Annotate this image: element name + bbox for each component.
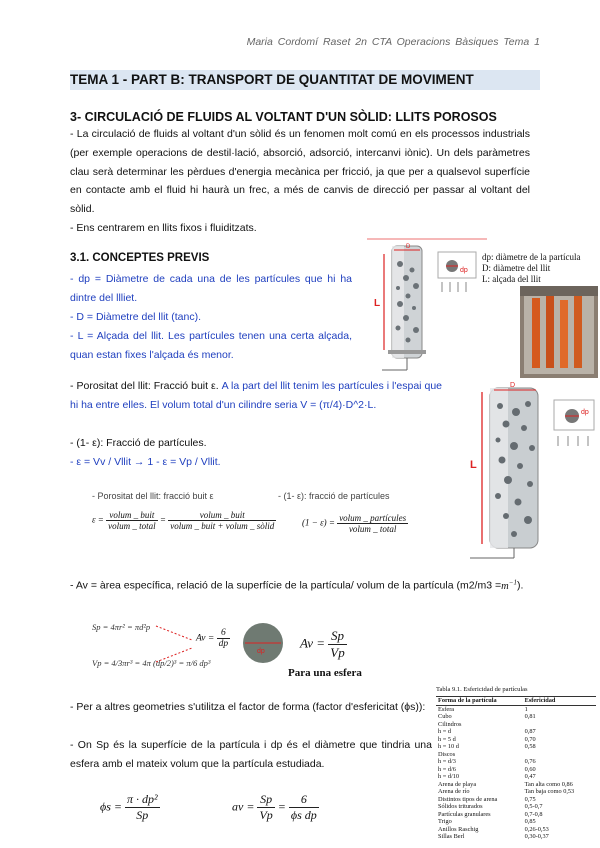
- table-row: [436, 721, 596, 729]
- av-text: - Av = àrea específica, relació de la superfície de la partícula/ volum de la partícula (m2/m3 =: [70, 579, 502, 592]
- av-definition: [70, 573, 532, 596]
- table-cell-value: Tan baja como 0,53: [524, 788, 575, 795]
- table-title: Tabla 9.1. Esfericidad de partículas: [436, 686, 528, 693]
- phi-den: Sp: [136, 808, 149, 822]
- formula-arrows: [152, 622, 196, 668]
- legend-L: L: alçada del llit: [482, 274, 541, 284]
- section-3-intro: - La circulació de fluids al voltant d'un sòlid és un fenomen molt comú en els processos industrials (per exemple operacions de destil·lació, absorció, adsorció, intercanvi iònic). Un dels paràmetres clau serà determinar les pèrdues d'energia mecànica per fricció, ja que per a qualsevol superfície en contacte amb el fluid hi haurà un frec, a més de canvis de direcció per passar al voltant del sòlid.: [70, 128, 530, 216]
- table-cell-shape: h = 5 d: [438, 735, 456, 743]
- table-row: [436, 751, 596, 759]
- one-minus-eps: (1 − ε) =: [302, 517, 335, 528]
- table-cell-shape: Distintos tipos de arena: [438, 795, 498, 803]
- av-num: 6: [217, 628, 231, 639]
- section-3-focus: - Ens centrarem en llits fixos i fluiditzats.: [70, 222, 257, 234]
- section-3-heading: 3- CIRCULACIÓ DE FLUIDS AL VOLTANT D'UN SÒLID: LLITS POROSOS: [70, 110, 497, 124]
- table-cell-shape: Arena de playa: [438, 780, 477, 788]
- table-cell-shape: Discos: [438, 750, 456, 758]
- particle-fraction-def: - (1- ε): Fracció de partícules.: [70, 437, 207, 449]
- av-unit: $m^{-1}$: [501, 578, 517, 592]
- table-header: [436, 697, 596, 706]
- table-row: [436, 736, 596, 744]
- legend-D: D: diàmetre del llit: [482, 263, 551, 273]
- porosity-formula: ε = $\frac{\text{volum \_ buit}}{\text{volum \_ total}}$ = $\frac{\text{volum \_ buit}}{\text{volum \_ buit + volum \_ sòlid}}$: [92, 510, 275, 531]
- table-cell-value: 0,58: [524, 743, 536, 750]
- fig1-letter-dp: dp: [460, 267, 468, 274]
- table-row: [436, 743, 596, 751]
- fig1-letter-L: L: [374, 298, 381, 309]
- table-cell-value: 0,26-0,53: [524, 825, 549, 833]
- fig1-letter-D: D: [406, 244, 411, 250]
- table-cell-value: 0,30-0,37: [524, 833, 549, 840]
- table-cell-shape: Esfera: [438, 705, 455, 713]
- eps-num1: volum _ buit: [106, 510, 158, 521]
- bed-column-figure: [450, 376, 600, 561]
- table-row: [436, 705, 596, 713]
- page-header: Maria Cordomí Raset 2n CTA Operacions Bàsiques Tema 1: [246, 36, 540, 48]
- legend-dp: dp: diàmetre de la partícula: [482, 252, 581, 262]
- av-big-den: Vp: [330, 645, 345, 660]
- av-close: ).: [516, 579, 524, 592]
- table-row: [436, 811, 596, 819]
- phi-num: π · dp²: [126, 792, 158, 806]
- table-col1: Forma de la partícula: [436, 697, 523, 706]
- table-cell-shape: h = 10 d: [438, 743, 459, 750]
- table-cell-shape: h = d/6: [438, 765, 456, 773]
- table-row: [436, 788, 596, 796]
- av-general-formula: [300, 628, 347, 661]
- av-big-lhs: Av =: [300, 635, 326, 651]
- eps-lhs: ε =: [92, 514, 104, 525]
- porosity-caption: - Porositat del llit: fracció buit ε: [92, 491, 214, 501]
- av2-lhs: av =: [232, 799, 255, 814]
- table-cell-value: 0,70: [524, 735, 536, 743]
- table-cell-value: [523, 721, 596, 729]
- table-cell-shape: Sillas Berl: [438, 833, 465, 840]
- porosity-paragraph: [70, 377, 442, 415]
- table-cell-shape: Sólidos triturados: [438, 803, 483, 810]
- table-cell-value: 0,47: [524, 773, 536, 780]
- table-cell-value: 0,87: [524, 728, 536, 735]
- particles-caption: - (1- ε): fracció de partícules: [278, 491, 390, 501]
- sp-formula: Sp = 4πr² = πd²p: [92, 622, 151, 632]
- figure1-legend: [482, 252, 600, 285]
- table-col2: Esfericidad: [523, 697, 596, 706]
- table-row: [436, 803, 596, 811]
- sphericity-formula: [100, 792, 160, 823]
- fig2-letter-D: D: [510, 382, 516, 389]
- page-title: TEMA 1 - PART B: TRANSPORT DE QUANTITAT DE MOVIMENT: [70, 70, 540, 90]
- av2-den2: ϕs dp: [290, 808, 317, 822]
- table-cell-shape: Trigo: [438, 818, 452, 825]
- table-row: [436, 773, 596, 781]
- table-cell-shape: Cubo: [438, 713, 452, 720]
- sphere-dp-label: dp: [257, 648, 265, 655]
- part-den: volum _ total: [348, 524, 397, 534]
- def-L: - L = Alçada del llit. Les partícules tenen una certa alçada, quan estan fixes l'alçada és menor.: [70, 330, 352, 361]
- av-den: dp: [218, 639, 229, 649]
- table-row: [436, 833, 596, 841]
- table-row: [436, 826, 596, 834]
- shape-factor-paragraph: - Per a altres geometries s'utilitza el factor de forma (factor d'esfericitat (ϕs)):: [70, 701, 426, 713]
- av-sphere-formula: [196, 628, 230, 649]
- eps-den2: volum _ buit + volum _ sòlid: [170, 521, 275, 531]
- table-cell-value: 0,76: [524, 758, 536, 765]
- av-shape-formula: av = $\frac{Sp}{Vp}$ = $\frac{6}{\text{ϕs dp}}$: [232, 792, 317, 822]
- sphere-illustration: [240, 620, 286, 666]
- av-lhs: Av =: [196, 633, 215, 644]
- epsilon-equation: - ε = Vv / Vllit → 1 - ε = Vp / Vllit.: [70, 456, 221, 468]
- sphericity-table: [436, 696, 596, 841]
- table-cell-value: Tan alta como 0,86: [524, 780, 573, 788]
- porosity-explanation: A la part del llit tenim les partícules i l'espai que hi ha entre elles. El volum total d'un cilindre seria V = (π/4)·D^2·L.: [70, 380, 442, 411]
- table-cell-value: 0,7-0,8: [524, 810, 543, 818]
- table-cell-value: 0,5-0,7: [524, 803, 543, 810]
- vp-formula: Vp = 4/3πr³ = 4π (dp/2)³ = π/6 dp³: [92, 658, 211, 668]
- table-cell-shape: Anillos Raschig: [438, 825, 479, 833]
- table-cell-value: 0,85: [524, 818, 536, 825]
- def-D: - D = Diàmetre del llit (tanc).: [70, 311, 201, 323]
- eps-den1: volum _ total: [108, 521, 156, 531]
- table-cell-shape: h = d/3: [438, 758, 456, 765]
- table-cell-value: 0,75: [524, 795, 536, 803]
- def-dp: - dp = Diàmetre de cada una de les partícules que hi ha dintre del llliet.: [70, 273, 352, 304]
- porosity-def: - Porositat del llit: Fracció buit ε.: [70, 380, 219, 392]
- table-cell-value: 1: [524, 705, 528, 713]
- phi-lhs: ϕs =: [100, 799, 122, 814]
- part-num: volum _ partícules: [339, 513, 407, 523]
- section-31-heading: 3.1. CONCEPTES PREVIS: [70, 252, 210, 264]
- table-cell-value: 0,60: [524, 765, 536, 773]
- table-cell-shape: Cilindros: [438, 720, 462, 728]
- table-row: [436, 758, 596, 766]
- fig2-letter-L: L: [470, 459, 477, 471]
- table-cell-shape: h = d: [438, 728, 451, 735]
- sphere-caption: Para una esfera: [288, 667, 362, 679]
- table-row: [436, 818, 596, 826]
- sp-definition: - On Sp és la superfície de la partícula i dp és el diàmetre que tindria una esfera amb el mateix volum que la partícula estudiada.: [70, 739, 432, 770]
- table-row: [436, 713, 596, 721]
- table-row: [436, 766, 596, 774]
- av2-den1: Vp: [259, 808, 273, 822]
- table-cell-value: [523, 751, 596, 759]
- fig2-letter-dp: dp: [581, 409, 589, 416]
- table-row: [436, 781, 596, 789]
- av2-num1: Sp: [257, 792, 274, 808]
- table-cell-shape: Partículas granulares: [438, 810, 491, 818]
- table-cell-value: 0,81: [524, 713, 536, 720]
- av2-num2: 6: [289, 792, 319, 808]
- sphericity-table-block: [436, 686, 598, 841]
- table-row: [436, 796, 596, 804]
- particle-fraction-formula: [302, 513, 408, 534]
- av-big-num: Sp: [328, 628, 346, 645]
- table-cell-shape: Arena de río: [438, 788, 470, 795]
- eps-num2: volum _ buit: [168, 510, 276, 521]
- table-row: [436, 728, 596, 736]
- table-cell-shape: h = d/10: [438, 773, 460, 780]
